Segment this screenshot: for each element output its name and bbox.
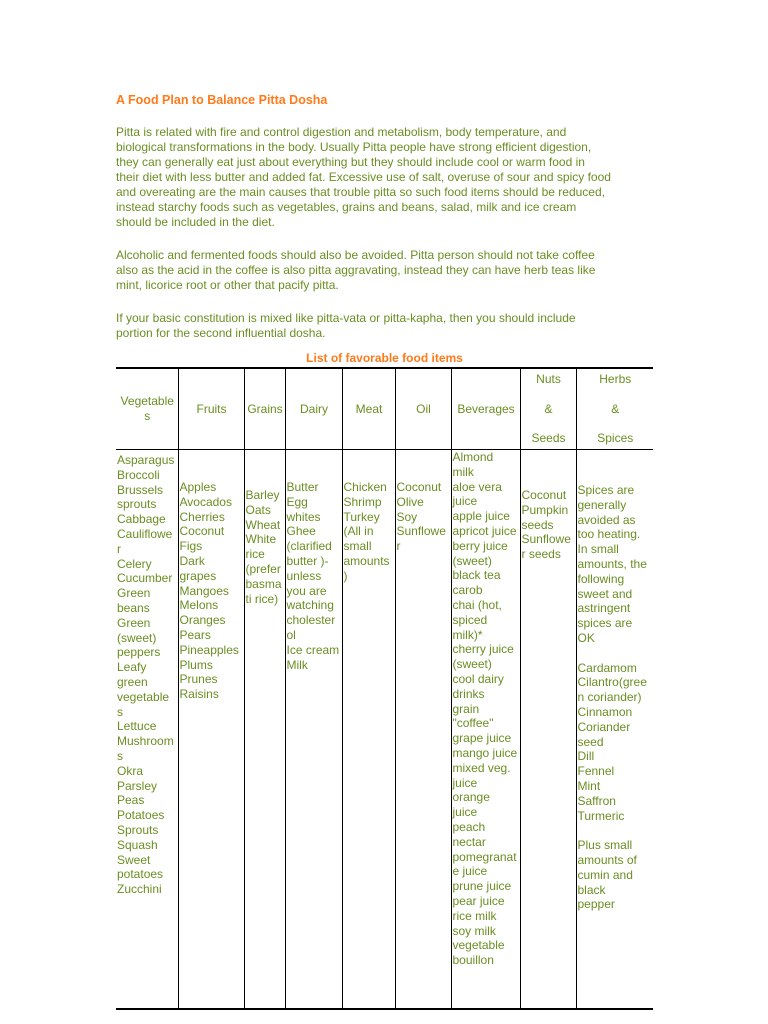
food-table xyxy=(116,367,653,1010)
cell-grains: Barley Oats Wheat White rice (prefer basma ti rice) xyxy=(244,450,285,1010)
table-header-row xyxy=(116,368,653,450)
cell-oil: Coconut Olive Soy Sunflowe r xyxy=(395,450,451,1010)
header-nuts-seeds: Nuts & Seeds xyxy=(520,368,576,450)
table-title: List of favorable food items xyxy=(306,351,463,365)
header-beverages: Beverages xyxy=(451,368,520,450)
cell-dairy: Butter Egg whites Ghee (clarified butter )- unless you are watching cholester ol Ice cream Milk xyxy=(285,450,342,1010)
table-row xyxy=(116,450,653,1010)
constitution-paragraph: If your basic constitution is mixed like pitta-vata or pitta-kapha, then you should include portion for the second influential dosha. xyxy=(116,311,576,340)
cell-nuts-seeds: Coconut Pumpkin seeds Sunflowe r seeds xyxy=(520,450,576,1010)
avoid-paragraph: Alcoholic and fermented foods should also be avoided. Pitta person should not take coffee also as the acid in the coffee is also pitta aggravating, instead they can have herb teas like mint, licorice root or other that pacify pitta. xyxy=(116,248,596,292)
cell-fruits: Apples Avocados Cherries Coconut Figs Dark grapes Mangoes Melons Oranges Pears Pineapples Plums Prunes Raisins xyxy=(178,450,244,1010)
cell-vegetables: Asparagus Broccoli Brussels sprouts Cabbage Cauliflowe r Celery Cucumber Green beans Green (sweet) peppers Leafy green vegetable s Lettuce Mushroom s Okra Parsley Peas Potatoes Sprouts Squash Sweet potatoes Zucchini xyxy=(116,450,178,1010)
cell-herbs-spices: Spices are generally avoided as too heating. In small amounts, the following sweet and astringent spices are OK Cardamom Cilantro(gree n coriander) Cinnamon Coriander seed Dill Fennel Mint Saffron Turmeric Plus small amounts of cumin and black pepper xyxy=(576,450,653,1010)
intro-paragraph: Pitta is related with fire and control digestion and metabolism, body temperature, and biological transformations in the body. Usually Pitta people have strong efficient digestion, they can generally eat just about everything but they should include cool or warm food in their diet with less butter and added fat. Excessive use of salt, overuse of sour and spicy food and overeating are the main causes that trouble pitta so such food items should be reduced, instead starchy foods such as vegetables, grains and beans, salad, milk and ice cream should be included in the diet. xyxy=(116,125,611,229)
header-herbs-spices: Herbs & Spices xyxy=(576,368,653,450)
cell-meat: Chicken Shrimp Turkey (All in small amounts ) xyxy=(342,450,395,1010)
header-grains: Grains xyxy=(244,368,285,450)
page-title: A Food Plan to Balance Pitta Dosha xyxy=(116,93,328,107)
header-fruits: Fruits xyxy=(178,368,244,450)
header-oil: Oil xyxy=(395,368,451,450)
header-vegetables: Vegetable s xyxy=(116,368,178,450)
header-dairy: Dairy xyxy=(285,368,342,450)
cell-beverages: Almond milk aloe vera juice apple juice apricot juice berry juice (sweet) black tea carob chai (hot, spiced milk)* cherry juice (sweet) cool dairy drinks grain "coffee" grape juice mango juice mixed veg. juice orange juice peach nectar pomegranat e juice prune juice pear juice rice milk soy milk vegetable bouillon xyxy=(451,450,520,1010)
header-meat: Meat xyxy=(342,368,395,450)
